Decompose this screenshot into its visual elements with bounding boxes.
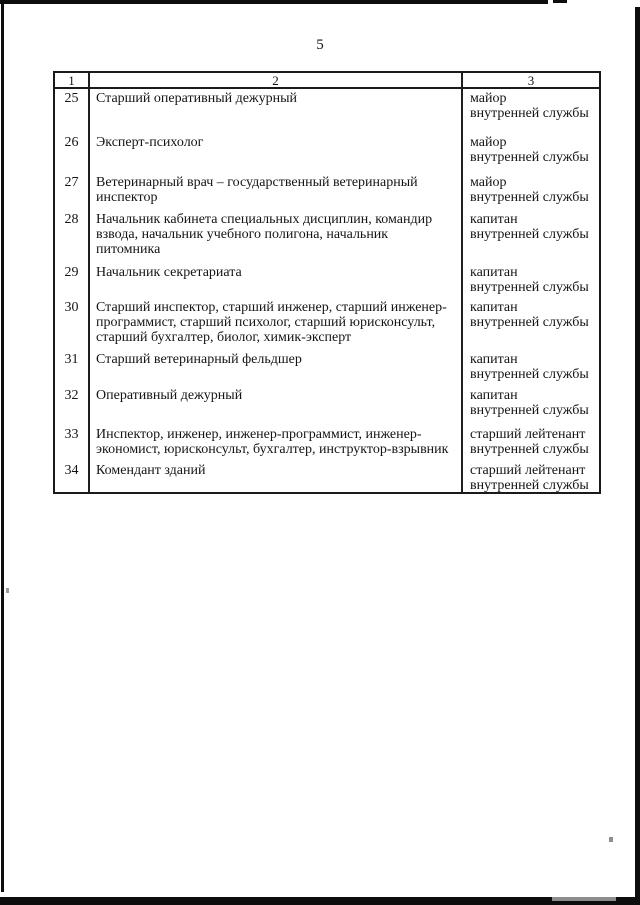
rank-cell (463, 210, 599, 263)
table-row (55, 133, 599, 173)
rank-line2: внутренней службы (470, 150, 589, 165)
rank-line2: внутренней службы (470, 315, 589, 330)
header-cell-col1: 1 (55, 73, 90, 87)
table-row (55, 263, 599, 298)
scan-speck (6, 588, 9, 593)
position-cell: Начальник секретариата (90, 263, 463, 298)
header-cell-col3: 3 (527, 73, 535, 87)
page-number: 5 (316, 37, 324, 53)
row-number: 32 (55, 386, 90, 425)
row-number: 33 (55, 425, 90, 461)
rank-line2: внутренней службы (470, 442, 589, 457)
scan-edge-top-dash (553, 0, 567, 3)
table-row (55, 386, 599, 425)
rank-line2: внутренней службы (470, 478, 589, 492)
table-body (55, 89, 599, 492)
position-cell: Оперативный дежурный (90, 386, 463, 425)
rank-cell (463, 133, 599, 173)
position-cell: Инспектор, инженер, инженер-программист, инженер-экономист, юрисконсульт, бухгалтер, инструктор-взрывник (90, 425, 463, 461)
position-cell: Старший инспектор, старший инженер, старший инженер-программист, старший психолог, старший юрисконсульт, старший бухгалтер, биолог, химик-эксперт (90, 298, 463, 350)
rank-line2: внутренней службы (470, 403, 589, 418)
scan-edge-top (0, 0, 548, 4)
table-row (55, 425, 599, 461)
row-number: 29 (55, 263, 90, 298)
table-row (55, 173, 599, 210)
rank-line1: майор (470, 91, 507, 106)
position-cell: Комендант зданий (90, 461, 463, 492)
rank-line2: внутренней службы (470, 106, 589, 121)
row-number: 28 (55, 210, 90, 263)
rank-line2: внутренней службы (470, 367, 589, 382)
header-cell-col2: 2 (90, 73, 463, 87)
position-cell: Старший оперативный дежурный (90, 89, 463, 133)
rank-line1: капитан (470, 300, 518, 315)
rank-line1: капитан (470, 352, 518, 367)
table-row (55, 210, 599, 263)
table-row (55, 461, 599, 492)
row-number: 25 (55, 89, 90, 133)
position-cell: Ветеринарный врач – государственный ветеринарный инспектор (90, 173, 463, 210)
scan-edge-bottom (0, 897, 640, 905)
position-cell: Эксперт-психолог (90, 133, 463, 173)
table-row (55, 89, 599, 133)
scan-edge-right (635, 7, 640, 905)
rank-line1: старший лейтенант (470, 463, 586, 478)
rank-line2: внутренней службы (470, 227, 589, 242)
table-row (55, 298, 599, 350)
ranks-table (53, 71, 601, 494)
rank-line2: внутренней службы (470, 190, 589, 205)
row-number: 26 (55, 133, 90, 173)
scan-edge-left (1, 0, 4, 892)
rank-line1: майор (470, 175, 507, 190)
rank-line1: майор (470, 135, 507, 150)
row-number: 31 (55, 350, 90, 386)
table-header-row (55, 73, 599, 89)
rank-cell (463, 461, 599, 492)
rank-cell (463, 425, 599, 461)
scan-edge-bottom-gray (552, 897, 616, 901)
table-row (55, 350, 599, 386)
rank-line1: капитан (470, 388, 518, 403)
row-number: 30 (55, 298, 90, 350)
rank-cell (463, 298, 599, 350)
row-number: 27 (55, 173, 90, 210)
rank-cell (463, 263, 599, 298)
scan-speck (609, 837, 613, 842)
rank-cell (463, 350, 599, 386)
position-cell: Начальник кабинета специальных дисциплин, командир взвода, начальник учебного полигона, начальник питомника (90, 210, 463, 263)
rank-line2: внутренней службы (470, 280, 589, 295)
rank-cell (463, 89, 599, 133)
rank-line1: капитан (470, 265, 518, 280)
row-number: 34 (55, 461, 90, 492)
rank-cell (463, 386, 599, 425)
rank-line1: капитан (470, 212, 518, 227)
position-cell: Старший ветеринарный фельдшер (90, 350, 463, 386)
rank-cell (463, 173, 599, 210)
rank-line1: старший лейтенант (470, 427, 586, 442)
